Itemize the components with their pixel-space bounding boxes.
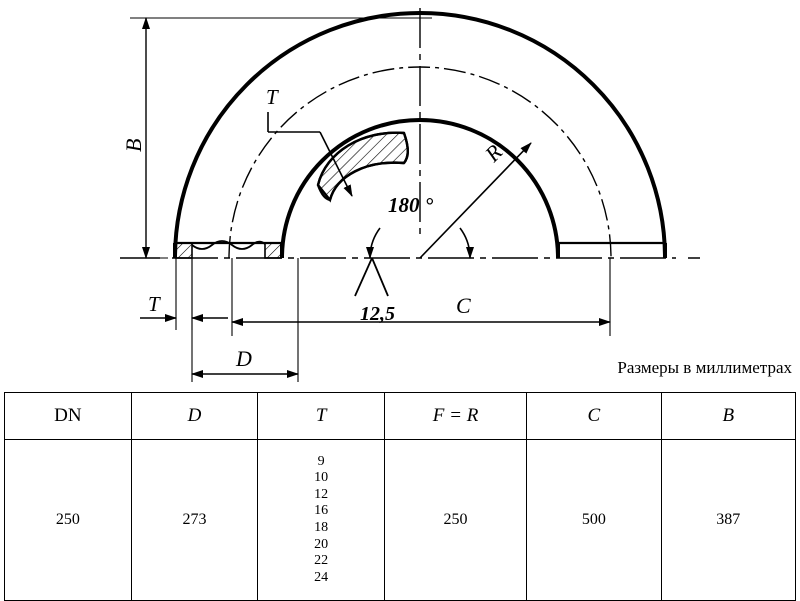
cell-t-values	[259, 454, 383, 586]
cell-t-value: 9	[317, 453, 325, 469]
header-b: B	[661, 393, 795, 440]
cell-t-value: 16	[314, 503, 329, 519]
label-D: D	[236, 346, 252, 371]
dimension-D	[192, 258, 298, 382]
label-B: B	[121, 138, 146, 152]
cell-c: 500	[527, 440, 661, 601]
cell-t-value: 22	[314, 553, 329, 569]
header-f-r: F = R	[384, 393, 526, 440]
angle-dimension	[370, 193, 470, 258]
dimension-T-left	[140, 258, 228, 330]
units-note: Размеры в миллиметрах	[617, 358, 792, 377]
cell-t-value: 24	[314, 569, 329, 585]
cell-b: 387	[661, 440, 795, 601]
label-angle: 180 °	[388, 193, 434, 217]
cell-t-value: 18	[314, 520, 329, 535]
header-c: C	[527, 393, 661, 440]
label-C: C	[456, 293, 471, 318]
label-roughness: 12,5	[360, 303, 395, 325]
header-d: D	[131, 393, 258, 440]
cell-dn: 250	[5, 440, 132, 601]
cell-t-value: 20	[314, 536, 329, 552]
cell-t	[258, 440, 385, 601]
header-dn: DN	[5, 393, 132, 440]
wall-thickness-detail	[318, 133, 408, 200]
label-R: R	[479, 139, 508, 167]
dimension-C	[232, 258, 610, 336]
table-row	[5, 440, 796, 601]
table-header-row	[5, 393, 796, 440]
label-T-left: T	[148, 292, 160, 316]
cell-t-value: 12	[314, 486, 329, 502]
cell-t-value: 10	[314, 470, 329, 486]
cell-f-r: 250	[384, 440, 526, 601]
cell-d: 273	[131, 440, 258, 601]
dimensions-table	[4, 392, 796, 601]
label-T-upper: T	[266, 85, 278, 109]
roughness-symbol	[355, 258, 395, 325]
header-t: T	[258, 393, 385, 440]
